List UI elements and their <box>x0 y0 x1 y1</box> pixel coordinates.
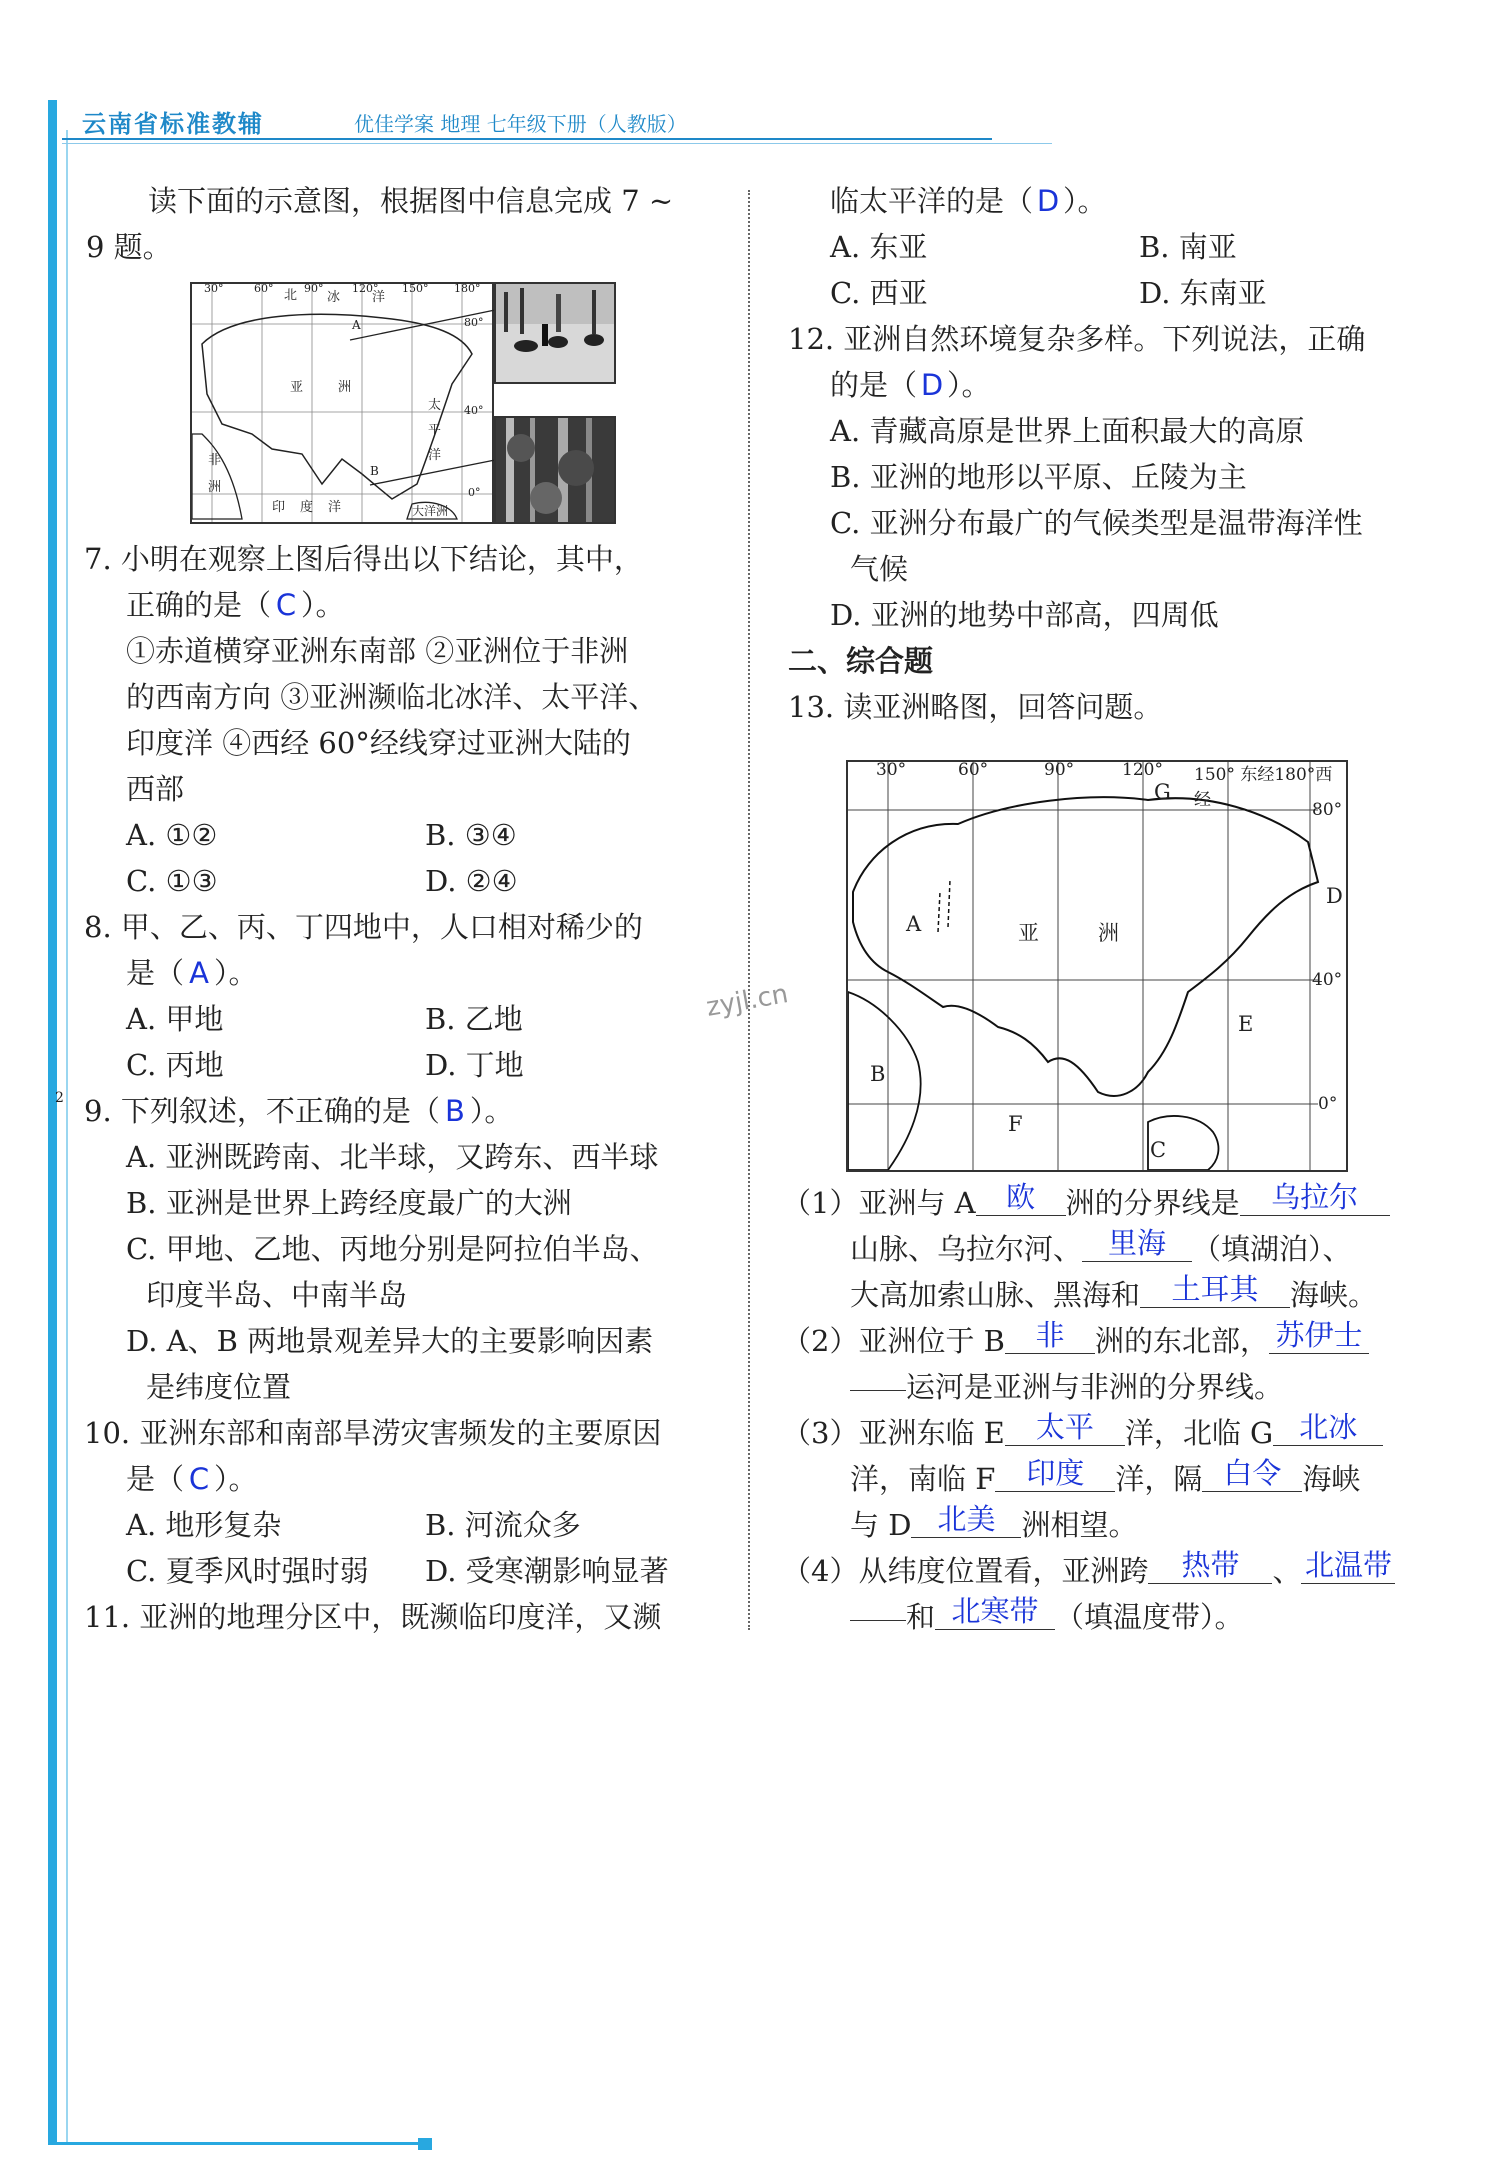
map1-label-tai: 太 <box>428 398 442 413</box>
q13-part2-line2: 运河是亚洲与非洲的分界线。 <box>782 1364 1452 1410</box>
map2-label-D: D <box>1326 884 1343 908</box>
q12-option-c-2: 气候 <box>850 552 909 586</box>
q13-part1-line2: 山脉、乌拉尔河、 里海 （填湖泊）、 <box>850 1226 1352 1266</box>
q13-blank-3[interactable]: 里海 <box>1082 1225 1192 1262</box>
map2-lon-30: 30° <box>876 760 907 780</box>
map2-label-A: A <box>906 912 922 936</box>
q13-blank-2[interactable]: 乌拉尔 <box>1240 1179 1390 1216</box>
map1-label-fei: 非 <box>208 453 222 468</box>
q7-line-4: 西部 <box>126 772 185 806</box>
q13-blank-14[interactable]: 北寒带 <box>935 1593 1055 1630</box>
q9-option-c-1: C. 甲地、乙地、丙地分别是阿拉伯半岛、 <box>126 1232 659 1266</box>
q13-stem: 13. 读亚洲略图，回答问题。 <box>788 690 1163 724</box>
section-title: 二、综合题 <box>788 644 934 678</box>
q7-options-cd <box>84 858 724 904</box>
q7-stem-1: 7. 小明在观察上图后得出以下结论，其中， <box>84 542 643 576</box>
map1-label-bing: 冰 <box>327 290 341 305</box>
q11-options-cd <box>788 270 1448 316</box>
q7-answer: C <box>275 588 297 622</box>
q8-options-cd <box>84 1042 724 1088</box>
q7-option-b: B. ③④ <box>425 818 517 852</box>
map1-pointer-lines <box>340 300 500 500</box>
map1-lon-30: 30° <box>204 282 224 295</box>
intro-line-2: 9 题。 <box>86 230 172 264</box>
q13-part3-line2: 洋，南临 F 印度 洋，隔 白令 海峡 <box>850 1456 1361 1496</box>
map1-label-yang: 洋 <box>372 290 386 305</box>
map2-label-C: C <box>1150 1138 1167 1162</box>
map2-lon-60: 60° <box>958 760 989 780</box>
q7-options-ab <box>84 812 724 858</box>
q13-blank-13[interactable]: 北温带 <box>1301 1547 1395 1584</box>
q8-option-a: A. 甲地 <box>126 1002 224 1036</box>
map2-lon-90: 90° <box>1044 760 1075 780</box>
q8-options-ab <box>84 996 724 1042</box>
q13-part2-line1: （2）亚洲位于 B 非 洲的东北部， 苏伊士 <box>782 1318 1452 1364</box>
map1-lat-80: 80° <box>464 316 484 329</box>
photo-rainforest <box>494 416 616 524</box>
q7-option-d: D. ②④ <box>425 864 518 898</box>
asia-map-large <box>846 760 1348 1172</box>
q13-part1-line1: （1）亚洲与 A 欧 洲的分界线是 乌拉尔 <box>782 1180 1452 1226</box>
map1-label-zhou: 洲 <box>338 380 352 395</box>
q12-option-c-1: C. 亚洲分布最广的气候类型是温带海洋性 <box>830 506 1363 540</box>
q13-blank-13-tail <box>850 1620 906 1621</box>
q8-option-b: B. 乙地 <box>425 1002 523 1036</box>
left-column-questions <box>84 536 724 1640</box>
q11-option-b: B. 南亚 <box>1139 230 1237 264</box>
side-thin-line <box>66 130 68 2145</box>
q13-blank-6[interactable]: 苏伊士 <box>1269 1317 1369 1354</box>
q12-option-a: A. 青藏高原是世界上面积最大的高原 <box>830 414 1305 448</box>
map1-label-oceania: 大洋洲 <box>412 504 449 518</box>
q13-part1-line3: 大高加索山脉、黑海和 土耳其 海峡。 <box>850 1272 1378 1312</box>
q11-stem-1: 11. 亚洲的地理分区中，既濒临印度洋，又濒 <box>84 1600 662 1634</box>
q8-option-d: D. 丁地 <box>425 1048 524 1082</box>
q10-options-cd <box>84 1548 724 1594</box>
q10-options-ab <box>84 1502 724 1548</box>
q7-option-a: A. ①② <box>126 818 218 852</box>
q7-line-2: 的西南方向 ③亚洲濒临北冰洋、太平洋、 <box>126 680 658 714</box>
q13-part4-line1: （4）从纬度位置看，亚洲跨 热带 、 北温带 <box>782 1548 1452 1594</box>
map2-label-zhou: 洲 <box>1098 921 1119 945</box>
map1-label-ya: 亚 <box>290 380 304 395</box>
map1-lon-120: 120° <box>352 282 379 295</box>
q9-answer: B <box>444 1094 465 1128</box>
q8-option-c: C. 丙地 <box>126 1048 224 1082</box>
map1-label-ping: 平 <box>428 423 442 438</box>
q13-part4-line2: 和 北寒带 （填温度带）。 <box>782 1594 1452 1640</box>
q7-line-3: 印度洋 ④西经 60°经线穿过亚洲大陆的 <box>126 726 631 760</box>
map2-label-E: E <box>1238 1012 1254 1036</box>
q7-option-c: C. ①③ <box>126 864 218 898</box>
bottom-line <box>48 2142 428 2145</box>
q8-stem-2: 是（ A ）。 <box>84 950 724 996</box>
header-subtitle: 优佳学案 地理 七年级下册（人教版） <box>354 112 687 136</box>
q7-stem-2: 正确的是（ C ）。 <box>84 582 724 628</box>
map1-lon-180: 180° <box>454 282 481 295</box>
header-rule-thin <box>62 143 1052 144</box>
q11-options-ab <box>788 224 1448 270</box>
q9-option-d-1: D. A、B 两地景观差异大的主要影响因素 <box>126 1324 654 1358</box>
map2-label-B: B <box>870 1062 886 1086</box>
column-divider <box>748 190 750 1630</box>
q11-stem-2: 临太平洋的是（ D ）。 <box>788 178 1448 224</box>
q13-answers <box>782 1180 1452 1640</box>
map1-label-zhou2: 洲 <box>208 480 222 495</box>
q10-answer: C <box>188 1462 210 1496</box>
q8-answer: A <box>189 956 209 990</box>
q10-option-b: B. 河流众多 <box>425 1508 581 1542</box>
q7-line-1: ①赤道横穿亚洲东南部 ②亚洲位于非洲 <box>126 634 629 668</box>
map1-lon-90: 90° <box>304 282 324 295</box>
q10-option-d: D. 受寒潮影响显著 <box>425 1554 669 1588</box>
header-title: 云南省标准教辅 <box>82 110 264 138</box>
map1-lat-0: 0° <box>468 486 481 499</box>
q13-blank-7[interactable]: 太平 <box>1005 1409 1125 1446</box>
q13-blank-9[interactable]: 印度 <box>995 1455 1115 1492</box>
q12-stem-2: 的是（ D ）。 <box>788 362 1448 408</box>
q11-option-c: C. 西亚 <box>830 276 928 310</box>
q13-part3-line3: 与 D 北美 洲相望。 <box>850 1502 1138 1542</box>
q13-blank-5[interactable]: 非 <box>1005 1317 1095 1354</box>
q13-blank-6-tail <box>850 1390 906 1391</box>
watermark: zyjl.cn <box>704 979 791 1023</box>
q13-blank-11[interactable]: 北美 <box>911 1501 1021 1538</box>
intro-line-1: 读下面的示意图，根据图中信息完成 7 ~ <box>148 184 674 218</box>
page-header <box>62 98 992 142</box>
q13-blank-10[interactable]: 白令 <box>1202 1455 1302 1492</box>
right-column <box>788 178 1448 730</box>
q13-part3-line1: （3）亚洲东临 E 太平 洋，北临 G 北冰 <box>782 1410 1452 1456</box>
q11-answer: D <box>1036 184 1060 218</box>
q8-stem-1: 8. 甲、乙、丙、丁四地中，人口相对稀少的 <box>84 910 643 944</box>
header-rule <box>62 138 992 140</box>
map2-lat-0: 0° <box>1318 1094 1338 1114</box>
map2-lat-80: 80° <box>1312 800 1343 820</box>
q12-option-b: B. 亚洲的地形以平原、丘陵为主 <box>830 460 1247 494</box>
q13-blank-4[interactable]: 土耳其 <box>1140 1271 1290 1308</box>
q12-answer: D <box>920 368 944 402</box>
map1-lon-60: 60° <box>254 282 274 295</box>
q10-stem-2: 是（ C ）。 <box>84 1456 724 1502</box>
map1-lon-150: 150° <box>402 282 429 295</box>
q12-option-d: D. 亚洲的地势中部高，四周低 <box>830 598 1219 632</box>
q12-stem-1: 12. 亚洲自然环境复杂多样。下列说法，正确 <box>788 322 1366 356</box>
map2-label-ya: 亚 <box>1018 921 1039 945</box>
map1-label-yin: 印 <box>272 500 286 515</box>
q9-stem: 9. 下列叙述，不正确的是（ B ）。 <box>84 1088 724 1134</box>
map1-label-yang2: 洋 <box>428 448 442 463</box>
left-column <box>86 178 726 270</box>
map1-label-du: 度 <box>300 500 314 515</box>
map1-label-A: A <box>352 318 361 332</box>
photo-tundra <box>494 282 616 384</box>
map2-lon-120: 120° <box>1122 760 1163 780</box>
page-number: 2 <box>55 1090 64 1106</box>
side-bar-bottom <box>48 1135 57 2145</box>
q10-option-a: A. 地形复杂 <box>126 1508 282 1542</box>
q11-option-a: A. 东亚 <box>830 230 928 264</box>
map1-label-B: B <box>370 464 379 478</box>
map1-lat-40: 40° <box>464 404 484 417</box>
q10-stem-1: 10. 亚洲东部和南部旱涝灾害频发的主要原因 <box>84 1416 662 1450</box>
map2-lat-40: 40° <box>1312 970 1343 990</box>
q13-blank-8[interactable]: 北冰 <box>1273 1409 1383 1446</box>
map1-label-yang3: 洋 <box>328 500 342 515</box>
q9-option-d-2: 是纬度位置 <box>146 1370 292 1404</box>
side-bar-top <box>48 100 57 1160</box>
map2-lon-150-180: 150° 东经180°西经 <box>1194 765 1333 810</box>
map2-label-F: F <box>1008 1112 1023 1136</box>
q9-option-a: A. 亚洲既跨南、北半球，又跨东、西半球 <box>126 1140 659 1174</box>
q10-option-c: C. 夏季风时强时弱 <box>126 1554 369 1588</box>
q13-blank-12[interactable]: 热带 <box>1148 1547 1272 1584</box>
bottom-square <box>418 2138 432 2150</box>
q9-option-c-2: 印度半岛、中南半岛 <box>146 1278 408 1312</box>
q13-blank-1[interactable]: 欧 <box>976 1179 1066 1216</box>
map1-label-bei: 北 <box>284 288 298 303</box>
q11-option-d: D. 东南亚 <box>1139 276 1267 310</box>
q9-option-b: B. 亚洲是世界上跨经度最广的大洲 <box>126 1186 572 1220</box>
map2-label-G: G <box>1154 780 1171 804</box>
